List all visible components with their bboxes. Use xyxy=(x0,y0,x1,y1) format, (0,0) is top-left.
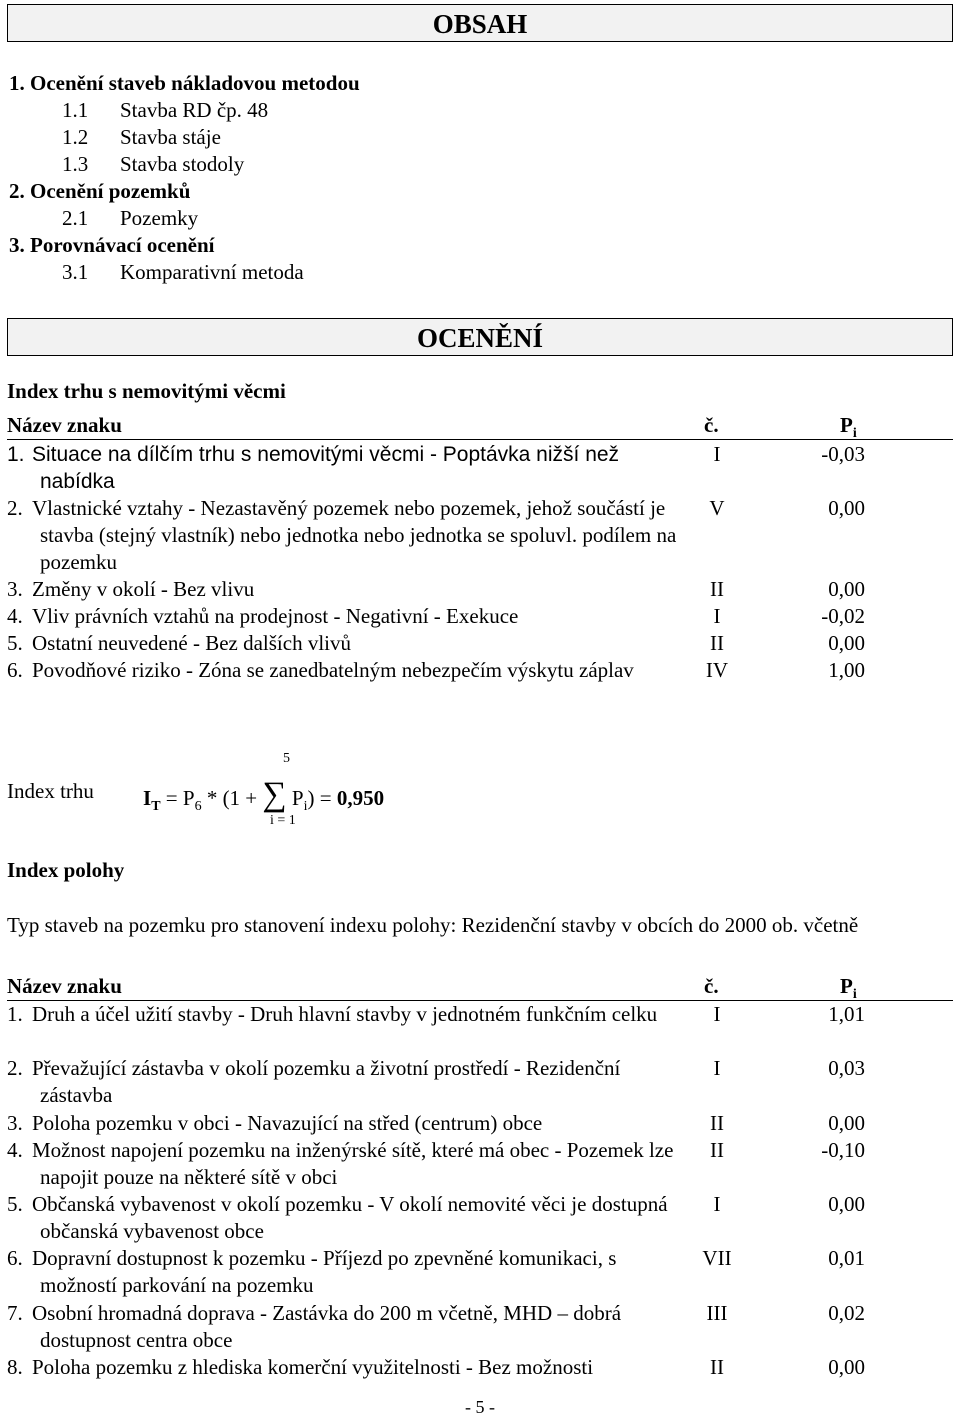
row-text xyxy=(7,630,679,657)
col-no-header: č. xyxy=(704,974,719,998)
row-value: 0,00 xyxy=(828,631,865,655)
row-value: 0,00 xyxy=(828,1192,865,1216)
row-class: I xyxy=(713,604,721,628)
row-label: Poloha pozemku z hlediska komerční využitelnosti - Bez možnosti xyxy=(32,1355,594,1379)
row-class: V xyxy=(709,496,725,520)
col-p-subscript: i xyxy=(852,987,857,1003)
row-label: Vlastnické vztahy - Nezastavěný pozemek nebo pozemek, jehož součástí je stavba (stejný vlastník) nebo jednotka nebo jednotka se spoluvl. podílem na pozemku xyxy=(32,496,677,574)
toc-item-label: Ocenění staveb nákladovou metodou xyxy=(30,71,360,95)
row-value: 0,01 xyxy=(828,1246,865,1270)
row-class: VII xyxy=(702,1246,732,1270)
row-number: 1. xyxy=(7,1002,23,1026)
toc-sub-label: Stavba stodoly xyxy=(120,152,245,176)
row-number: 5. xyxy=(7,1192,23,1216)
row-label: Změny v okolí - Bez vlivu xyxy=(32,577,255,601)
toc-sub-label: Stavba RD čp. 48 xyxy=(120,98,269,122)
row-value: 1,00 xyxy=(828,658,865,682)
col-name-header: Název znaku xyxy=(7,413,122,437)
toc-sub-num: 1.1 xyxy=(62,98,89,122)
toc-sub-num: 2.1 xyxy=(62,206,89,230)
row-class: II xyxy=(710,631,724,655)
toc-item-2[interactable] xyxy=(9,178,190,205)
row-text xyxy=(7,1137,679,1191)
formula-part: = P xyxy=(160,786,195,810)
row-text xyxy=(7,1191,679,1245)
row-text xyxy=(7,1354,679,1381)
row-text xyxy=(7,603,679,630)
formula-part: * (1 + xyxy=(201,786,263,810)
row-label: Povodňové riziko - Zóna se zanedbatelným nebezpečím výskytu záplav xyxy=(32,658,634,682)
toc-sub-3-1[interactable] xyxy=(62,259,304,286)
sum-lower-limit: i = 1 xyxy=(270,813,296,828)
row-value: 1,01 xyxy=(828,1002,865,1026)
row-number: 6. xyxy=(7,658,23,682)
row-number: 3. xyxy=(7,577,23,601)
row-class: II xyxy=(710,1111,724,1135)
row-label: Osobní hromadná doprava - Zastávka do 200 m včetně, MHD – dobrá dostupnost centra obce xyxy=(32,1301,622,1352)
location-index-heading: Index polohy xyxy=(7,858,125,882)
row-text xyxy=(7,1055,679,1109)
toc-item-num: 2. xyxy=(9,179,25,203)
row-text xyxy=(7,441,679,495)
row-label: Dopravní dostupnost k pozemku - Příjezd po zpevněné komunikaci, s možností parkování na pozemku xyxy=(32,1246,617,1297)
row-number: 8. xyxy=(7,1355,23,1379)
col-p-subscript: i xyxy=(852,426,857,442)
toc-item-3[interactable] xyxy=(9,232,215,259)
row-text xyxy=(7,576,679,603)
row-class: II xyxy=(710,577,724,601)
row-label: Možnost napojení pozemku na inženýrské sítě, které má obec - Pozemek lze napojit pouze na některé sítě v obci xyxy=(32,1138,674,1189)
row-class: I xyxy=(713,1056,721,1080)
oceneni-title-box xyxy=(7,318,953,356)
formula-p6-subscript: 6 xyxy=(194,799,202,815)
row-text xyxy=(7,1110,679,1137)
toc-sub-label: Pozemky xyxy=(120,206,199,230)
row-value: -0,10 xyxy=(821,1138,865,1162)
toc-title-box xyxy=(7,4,953,42)
toc-sub-label: Stavba stáje xyxy=(120,125,221,149)
toc-sub-1-1[interactable] xyxy=(62,97,269,124)
row-text xyxy=(7,1001,679,1028)
row-class: II xyxy=(710,1138,724,1162)
formula-i: I xyxy=(143,786,152,810)
row-number: 4. xyxy=(7,604,23,628)
row-number: 7. xyxy=(7,1301,23,1325)
formula-pi-subscript: i xyxy=(303,799,308,815)
formula-i-subscript: T xyxy=(151,799,161,815)
toc-sub-2-1[interactable] xyxy=(62,205,199,232)
row-label: Převažující zástavba v okolí pozemku a životní prostředí - Rezidenční zástavba xyxy=(32,1056,621,1107)
toc-sub-1-3[interactable] xyxy=(62,151,245,178)
row-label: Poloha pozemku v obci - Navazující na střed (centrum) obce xyxy=(32,1111,543,1135)
row-label: Situace na dílčím trhu s nemovitými věcmi - Poptávka nižší než nabídka xyxy=(32,443,620,493)
row-class: I xyxy=(713,442,721,466)
formula-part: P xyxy=(286,786,304,810)
toc-sub-num: 1.2 xyxy=(62,125,89,149)
row-label: Ostatní neuvedené - Bez dalších vlivů xyxy=(32,631,351,655)
row-value: 0,02 xyxy=(828,1301,865,1325)
col-p-letter: P xyxy=(840,413,853,437)
toc-title: OBSAH xyxy=(432,9,528,39)
formula-label: Index trhu xyxy=(7,779,94,803)
col-name-header: Název znaku xyxy=(7,974,122,998)
row-number: 6. xyxy=(7,1246,23,1270)
formula-part: ) = xyxy=(307,786,337,810)
row-number: 3. xyxy=(7,1111,23,1135)
row-number: 1. xyxy=(7,443,25,466)
sigma-symbol: ∑ xyxy=(262,776,287,813)
row-text xyxy=(7,657,679,684)
row-label: Druh a účel užití stavby - Druh hlavní stavby v jednotném funkčním celku xyxy=(32,1002,658,1026)
oceneni-title: OCENĚNÍ xyxy=(416,323,544,353)
toc-item-1[interactable] xyxy=(9,70,360,97)
row-class: I xyxy=(713,1192,721,1216)
row-number: 4. xyxy=(7,1138,23,1162)
row-class: IV xyxy=(705,658,729,682)
toc-sub-label: Komparativní metoda xyxy=(120,260,304,284)
row-number: 5. xyxy=(7,631,23,655)
row-value: -0,03 xyxy=(821,442,865,466)
row-class: II xyxy=(710,1355,724,1379)
col-no-header: č. xyxy=(704,413,719,437)
toc-sub-1-2[interactable] xyxy=(62,124,221,151)
formula xyxy=(143,778,384,820)
row-label: Vliv právních vztahů na prodejnost - Negativní - Exekuce xyxy=(32,604,519,628)
row-value: 0,00 xyxy=(828,577,865,601)
location-index-table-header xyxy=(7,972,953,1001)
row-value: 0,00 xyxy=(828,1111,865,1135)
row-value: 0,00 xyxy=(828,496,865,520)
row-value: 0,03 xyxy=(828,1056,865,1080)
page-number: - 5 - xyxy=(465,1397,495,1417)
row-text xyxy=(7,1300,679,1354)
sum-upper-limit: 5 xyxy=(283,751,290,766)
row-class: III xyxy=(706,1301,728,1325)
location-index-intro: Typ staveb na pozemku pro stanovení indexu polohy: Rezidenční stavby v obcích do 2000 ob. včetně xyxy=(7,913,859,937)
row-number: 2. xyxy=(7,496,23,520)
toc-item-label: Ocenění pozemků xyxy=(30,179,191,203)
row-number: 2. xyxy=(7,1056,23,1080)
toc-item-label: Porovnávací ocenění xyxy=(30,233,215,257)
toc-item-num: 3. xyxy=(9,233,25,257)
row-value: 0,00 xyxy=(828,1355,865,1379)
formula-result: 0,950 xyxy=(336,786,385,810)
toc-sub-num: 3.1 xyxy=(62,260,89,284)
row-class: I xyxy=(713,1002,721,1026)
row-value: -0,02 xyxy=(821,604,865,628)
row-text xyxy=(7,1245,679,1299)
row-label: Občanská vybavenost v okolí pozemku - V okolí nemovité věci je dostupná občanská vybavenost obce xyxy=(32,1192,668,1243)
toc-sub-num: 1.3 xyxy=(62,152,89,176)
toc-item-num: 1. xyxy=(9,71,25,95)
market-index-table-header xyxy=(7,411,953,440)
row-text xyxy=(7,495,679,576)
market-index-heading: Index trhu s nemovitými věcmi xyxy=(7,379,286,403)
col-p-letter: P xyxy=(840,974,853,998)
